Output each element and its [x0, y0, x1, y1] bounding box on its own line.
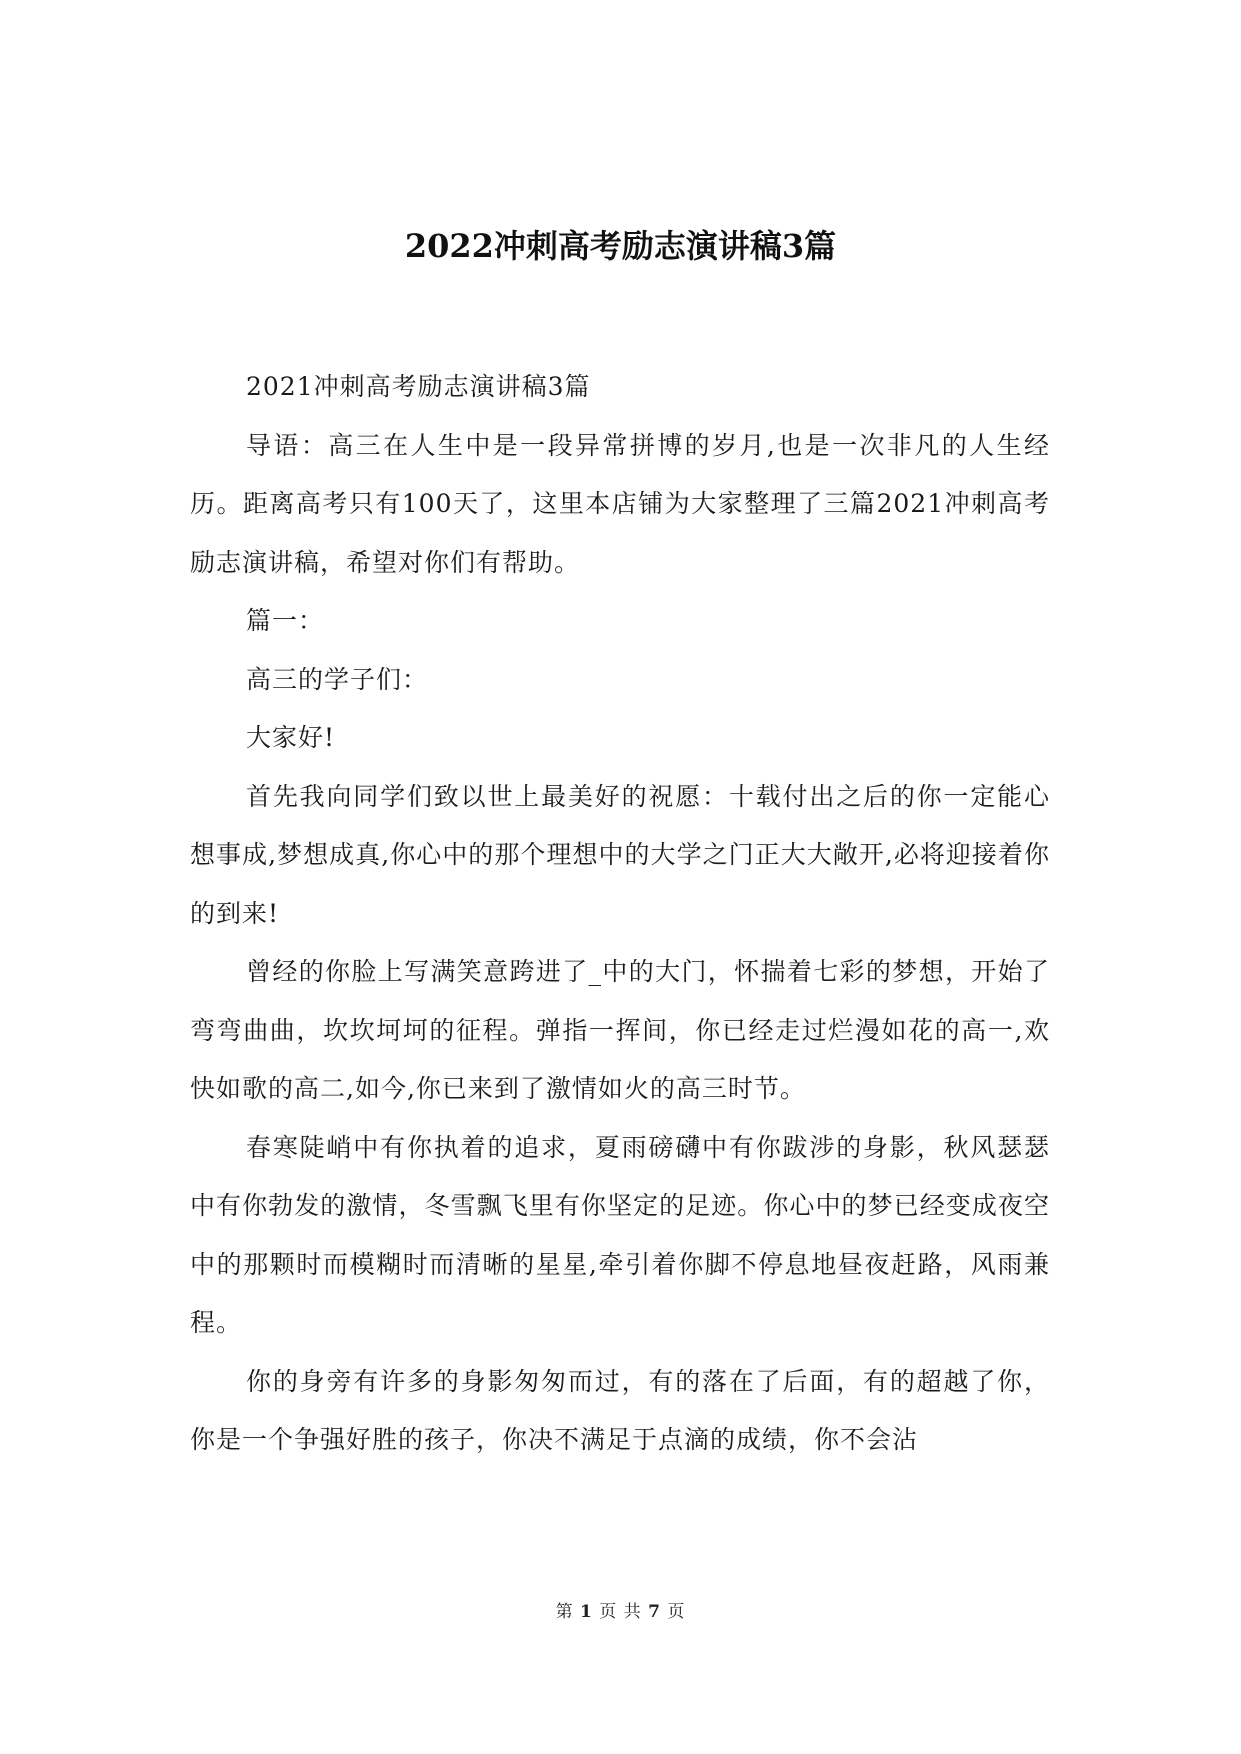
paragraph-body: 你的身旁有许多的身影匆匆而过，有的落在了后面，有的超越了你，你是一个争强好胜的孩子，你决不满足于点滴的成绩，你不会沾: [190, 1366, 1050, 1454]
page-footer: [0, 1601, 1241, 1623]
footer-middle: 页 共: [599, 1602, 642, 1622]
paragraph-intro: 导语：高三在人生中是一段异常拼博的岁月,也是一次非凡的人生经历。距离高考只有100天了，这里本店铺为大家整理了三篇2021冲刺高考励志演讲稿，希望对你们有帮助。: [190, 430, 1050, 577]
footer-total-pages: 7: [648, 1602, 661, 1622]
paragraph-section-heading: 篇一：: [246, 606, 325, 635]
document-body: [190, 358, 1050, 1470]
paragraph-body: 曾经的你脸上写满笑意跨进了_中的大门，怀揣着七彩的梦想，开始了弯弯曲曲，坎坎坷坷的征程。弹指一挥间，你已经走过烂漫如花的高一,欢快如歌的高二,如今,你已来到了激情如火的高三时节。: [190, 957, 1050, 1103]
footer-prefix: 第: [555, 1602, 574, 1622]
paragraph-salutation: 高三的学子们：: [246, 664, 429, 694]
paragraph-body: 首先我向同学们致以世上最美好的祝愿：十载付出之后的你一定能心想事成,梦想成真,你心中的那个理想中的大学之门正大大敞开,必将迎接着你的到来!: [190, 781, 1050, 928]
footer-suffix: 页: [667, 1602, 686, 1622]
paragraph-greeting: 大家好!: [246, 723, 336, 752]
footer-page-number: 1: [580, 1602, 593, 1622]
document-title: 2022冲刺高考励志演讲稿3篇: [404, 227, 837, 265]
paragraph-body: 春寒陡峭中有你执着的追求，夏雨磅礴中有你跋涉的身影，秋风瑟瑟中有你勃发的激情，冬雪飘飞里有你坚定的足迹。你心中的梦已经变成夜空中的那颗时而模糊时而清晰的星星,牵引着你脚不停息地昼夜赶路，风雨兼程。: [190, 1132, 1050, 1337]
paragraph-subtitle: 2021冲刺高考励志演讲稿3篇: [246, 372, 591, 401]
